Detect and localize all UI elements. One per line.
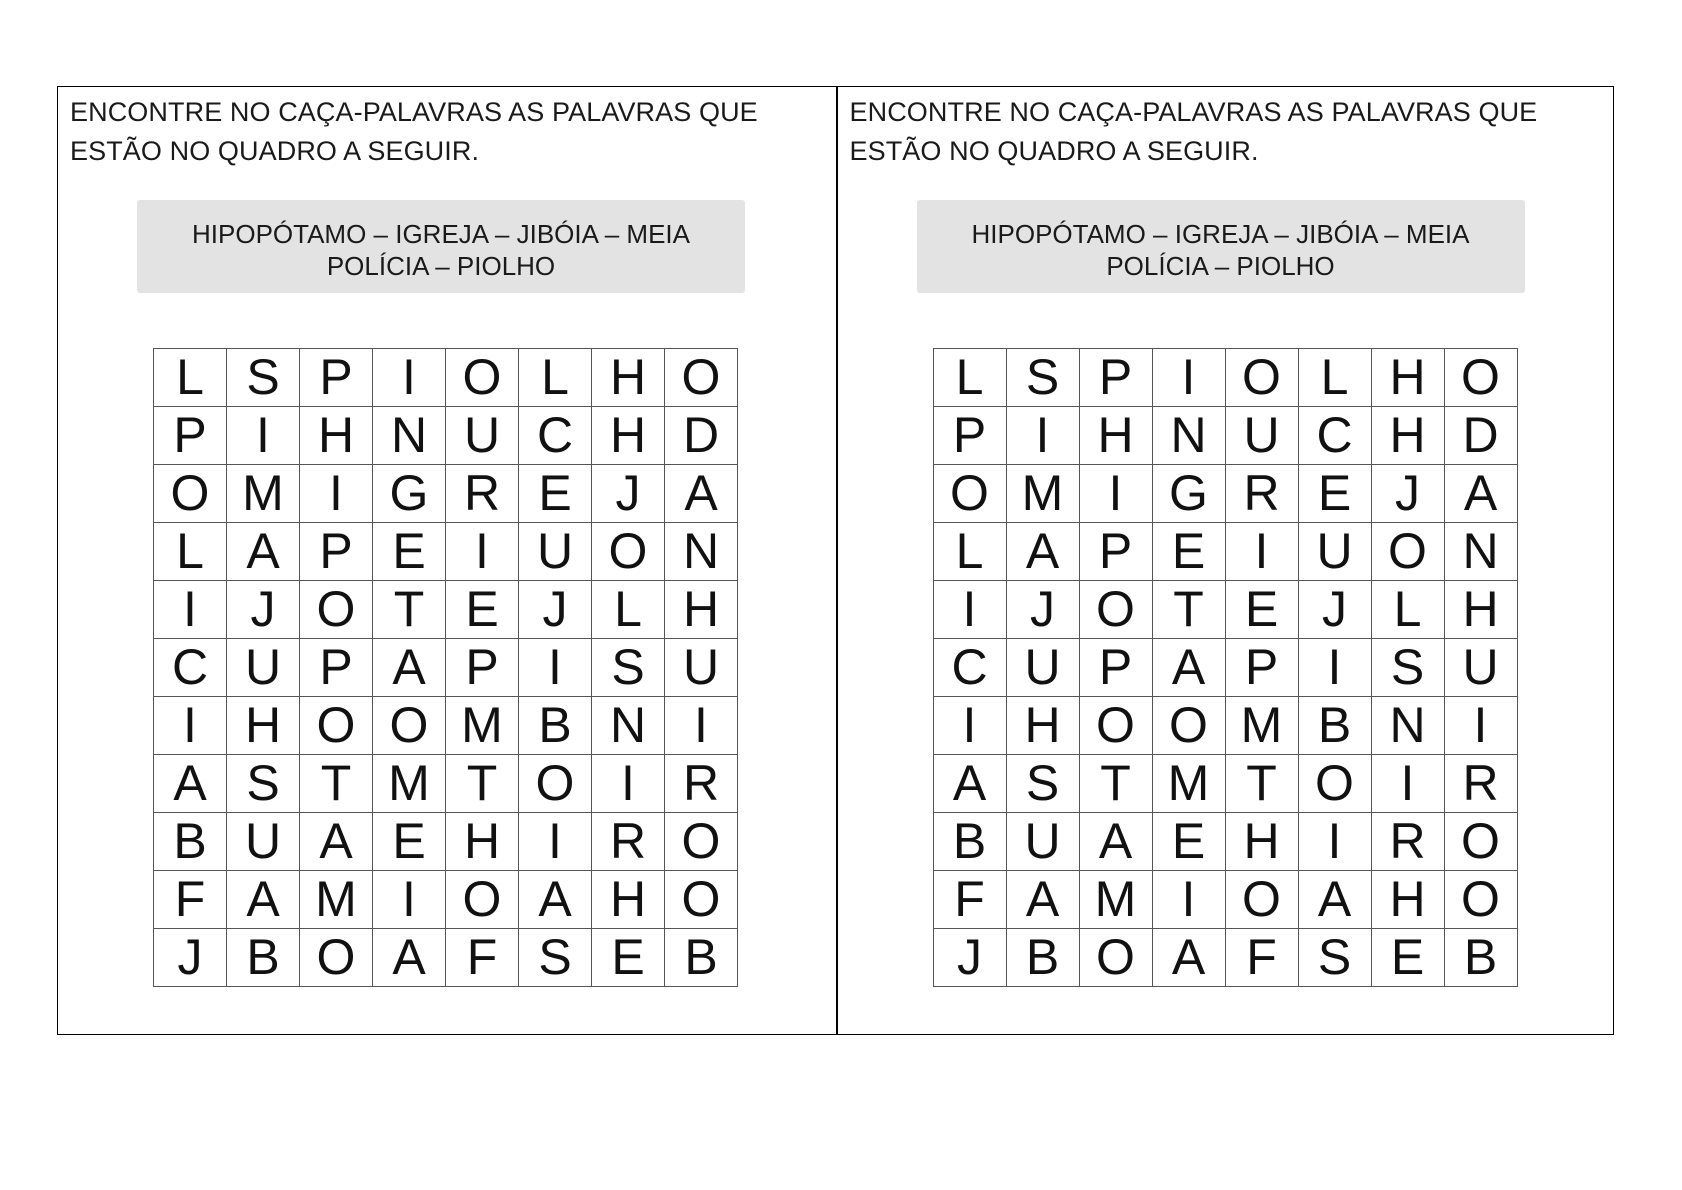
word-search-grid: [933, 348, 1518, 987]
grid-cell: I: [1298, 813, 1371, 871]
grid-cell: H: [592, 407, 665, 465]
grid-cell: U: [227, 639, 300, 697]
grid-cell: I: [1298, 639, 1371, 697]
grid-cell: F: [1225, 929, 1298, 987]
worksheet-panel-left: [58, 87, 836, 1034]
grid-cell: P: [446, 639, 519, 697]
grid-cell: I: [373, 871, 446, 929]
grid-row: [154, 697, 738, 755]
grid-cell: B: [519, 697, 592, 755]
grid-cell: I: [373, 349, 446, 407]
grid-cell: I: [154, 581, 227, 639]
grid-row: [933, 581, 1517, 639]
grid-cell: R: [1444, 755, 1517, 813]
grid-cell: O: [1079, 929, 1152, 987]
grid-cell: N: [1371, 697, 1444, 755]
grid-cell: B: [154, 813, 227, 871]
grid-cell: E: [446, 581, 519, 639]
grid-cell: S: [1006, 755, 1079, 813]
grid-cell: L: [154, 523, 227, 581]
grid-cell: I: [592, 755, 665, 813]
grid-cell: L: [154, 349, 227, 407]
grid-cell: P: [300, 523, 373, 581]
grid-cell: L: [933, 523, 1006, 581]
grid-cell: U: [1006, 813, 1079, 871]
grid-cell: U: [665, 639, 738, 697]
grid-cell: P: [300, 639, 373, 697]
grid-row: [933, 639, 1517, 697]
grid-cell: B: [1006, 929, 1079, 987]
grid-cell: H: [446, 813, 519, 871]
grid-cell: J: [227, 581, 300, 639]
grid-cell: S: [227, 755, 300, 813]
word-list-line-2: POLÍCIA – PIOLHO: [326, 251, 556, 281]
grid-row: [933, 349, 1517, 407]
grid-cell: O: [1225, 871, 1298, 929]
grid-cell: N: [1444, 523, 1517, 581]
grid-cell: M: [300, 871, 373, 929]
grid-cell: I: [933, 581, 1006, 639]
grid-cell: H: [1371, 871, 1444, 929]
grid-cell: O: [1225, 349, 1298, 407]
grid-cell: A: [1006, 523, 1079, 581]
grid-cell: O: [446, 349, 519, 407]
grid-cell: J: [592, 465, 665, 523]
grid-cell: S: [1371, 639, 1444, 697]
grid-cell: I: [933, 697, 1006, 755]
grid-cell: O: [1444, 813, 1517, 871]
grid-cell: U: [1444, 639, 1517, 697]
grid-cell: F: [446, 929, 519, 987]
word-list-line-1: HIPOPÓTAMO – IGREJA – JIBÓIA – MEIA: [971, 219, 1470, 249]
grid-cell: O: [300, 697, 373, 755]
grid-cell: A: [300, 813, 373, 871]
grid-row: [154, 929, 738, 987]
grid-cell: A: [373, 929, 446, 987]
grid-cell: M: [1079, 871, 1152, 929]
grid-cell: E: [592, 929, 665, 987]
grid-cell: O: [1079, 697, 1152, 755]
grid-row: [933, 871, 1517, 929]
grid-cell: I: [1225, 523, 1298, 581]
grid-cell: R: [592, 813, 665, 871]
grid-cell: S: [227, 349, 300, 407]
grid-cell: M: [1152, 755, 1225, 813]
grid-cell: H: [227, 697, 300, 755]
instruction-text: [70, 93, 830, 171]
grid-cell: I: [446, 523, 519, 581]
grid-cell: H: [592, 349, 665, 407]
grid-cell: P: [300, 349, 373, 407]
grid-cell: L: [1298, 349, 1371, 407]
grid-cell: O: [519, 755, 592, 813]
grid-cell: J: [933, 929, 1006, 987]
grid-cell: N: [592, 697, 665, 755]
grid-cell: I: [227, 407, 300, 465]
grid-cell: T: [300, 755, 373, 813]
grid-cell: M: [227, 465, 300, 523]
grid-cell: T: [1225, 755, 1298, 813]
grid-row: [154, 349, 738, 407]
instruction-line-1: ENCONTRE NO CAÇA-PALAVRAS AS PALAVRAS QUE: [849, 97, 1538, 127]
grid-cell: L: [592, 581, 665, 639]
grid-cell: M: [1225, 697, 1298, 755]
grid-cell: O: [300, 581, 373, 639]
grid-cell: S: [1006, 349, 1079, 407]
grid-cell: I: [154, 697, 227, 755]
grid-cell: J: [1371, 465, 1444, 523]
grid-cell: O: [300, 929, 373, 987]
grid-cell: G: [1152, 465, 1225, 523]
grid-cell: A: [373, 639, 446, 697]
grid-cell: S: [592, 639, 665, 697]
grid-cell: I: [1444, 697, 1517, 755]
grid-cell: P: [154, 407, 227, 465]
grid-row: [933, 697, 1517, 755]
grid-cell: B: [665, 929, 738, 987]
grid-cell: I: [1371, 755, 1444, 813]
grid-cell: B: [1298, 697, 1371, 755]
grid-cell: U: [1298, 523, 1371, 581]
grid-cell: H: [1444, 581, 1517, 639]
word-list-box: [917, 200, 1525, 293]
grid-cell: F: [154, 871, 227, 929]
grid-cell: R: [665, 755, 738, 813]
grid-row: [154, 523, 738, 581]
grid-cell: J: [1298, 581, 1371, 639]
grid-cell: E: [1371, 929, 1444, 987]
worksheet-sheet: [57, 86, 1614, 1035]
grid-row: [154, 755, 738, 813]
grid-cell: F: [933, 871, 1006, 929]
grid-cell: E: [1298, 465, 1371, 523]
grid-cell: J: [1006, 581, 1079, 639]
grid-cell: P: [933, 407, 1006, 465]
grid-cell: A: [227, 871, 300, 929]
grid-cell: N: [665, 523, 738, 581]
grid-cell: P: [1079, 523, 1152, 581]
grid-cell: E: [373, 523, 446, 581]
grid-cell: L: [519, 349, 592, 407]
grid-cell: M: [446, 697, 519, 755]
grid-cell: I: [519, 639, 592, 697]
grid-cell: U: [519, 523, 592, 581]
instruction-line-1: ENCONTRE NO CAÇA-PALAVRAS AS PALAVRAS QUE: [70, 97, 758, 127]
grid-cell: A: [933, 755, 1006, 813]
grid-cell: A: [227, 523, 300, 581]
grid-cell: T: [446, 755, 519, 813]
grid-cell: D: [665, 407, 738, 465]
grid-cell: E: [1152, 813, 1225, 871]
grid-cell: H: [1079, 407, 1152, 465]
grid-cell: O: [592, 523, 665, 581]
grid-row: [933, 407, 1517, 465]
grid-cell: J: [519, 581, 592, 639]
grid-cell: O: [373, 697, 446, 755]
grid-cell: I: [300, 465, 373, 523]
grid-cell: R: [1371, 813, 1444, 871]
word-search-grid: [153, 348, 738, 987]
grid-cell: A: [1079, 813, 1152, 871]
grid-cell: A: [1152, 929, 1225, 987]
grid-row: [154, 581, 738, 639]
grid-cell: E: [1225, 581, 1298, 639]
grid-cell: O: [1298, 755, 1371, 813]
grid-cell: P: [1225, 639, 1298, 697]
grid-cell: C: [154, 639, 227, 697]
grid-cell: H: [1371, 407, 1444, 465]
grid-cell: H: [300, 407, 373, 465]
grid-cell: A: [1006, 871, 1079, 929]
grid-cell: E: [519, 465, 592, 523]
grid-cell: N: [1152, 407, 1225, 465]
grid-row: [933, 465, 1517, 523]
grid-cell: O: [1079, 581, 1152, 639]
grid-cell: O: [933, 465, 1006, 523]
word-list-line-2: POLÍCIA – PIOLHO: [1106, 251, 1335, 281]
grid-row: [154, 639, 738, 697]
grid-cell: A: [1444, 465, 1517, 523]
grid-cell: B: [1444, 929, 1517, 987]
grid-cell: T: [373, 581, 446, 639]
grid-row: [933, 755, 1517, 813]
grid-row: [154, 871, 738, 929]
grid-cell: I: [1152, 871, 1225, 929]
grid-cell: B: [227, 929, 300, 987]
grid-cell: R: [1225, 465, 1298, 523]
grid-cell: U: [227, 813, 300, 871]
grid-cell: H: [592, 871, 665, 929]
word-list-line-1: HIPOPÓTAMO – IGREJA – JIBÓIA – MEIA: [192, 219, 690, 249]
grid-cell: H: [1006, 697, 1079, 755]
grid-cell: U: [1225, 407, 1298, 465]
grid-cell: I: [1006, 407, 1079, 465]
grid-row: [154, 407, 738, 465]
grid-cell: U: [1006, 639, 1079, 697]
grid-cell: P: [1079, 349, 1152, 407]
grid-cell: O: [1371, 523, 1444, 581]
instruction-text: [850, 93, 1610, 171]
grid-cell: I: [1079, 465, 1152, 523]
instruction-line-2: ESTÃO NO QUADRO A SEGUIR.: [70, 136, 480, 166]
grid-cell: T: [1152, 581, 1225, 639]
grid-row: [154, 465, 738, 523]
grid-cell: E: [1152, 523, 1225, 581]
grid-cell: H: [1371, 349, 1444, 407]
grid-cell: O: [1444, 871, 1517, 929]
grid-cell: T: [1079, 755, 1152, 813]
grid-cell: S: [519, 929, 592, 987]
grid-cell: B: [933, 813, 1006, 871]
grid-cell: C: [1298, 407, 1371, 465]
grid-cell: O: [665, 813, 738, 871]
word-list-box: [137, 200, 745, 293]
grid-row: [154, 813, 738, 871]
grid-cell: O: [154, 465, 227, 523]
grid-cell: E: [373, 813, 446, 871]
grid-cell: I: [1152, 349, 1225, 407]
worksheet-panel-right: [836, 87, 1614, 1034]
grid-cell: R: [446, 465, 519, 523]
grid-row: [933, 929, 1517, 987]
grid-cell: O: [1152, 697, 1225, 755]
grid-cell: I: [665, 697, 738, 755]
grid-cell: D: [1444, 407, 1517, 465]
grid-cell: A: [1298, 871, 1371, 929]
grid-cell: I: [519, 813, 592, 871]
grid-cell: O: [1444, 349, 1517, 407]
grid-cell: A: [519, 871, 592, 929]
grid-cell: M: [1006, 465, 1079, 523]
grid-cell: U: [446, 407, 519, 465]
grid-cell: N: [373, 407, 446, 465]
grid-cell: O: [446, 871, 519, 929]
grid-cell: A: [154, 755, 227, 813]
grid-cell: A: [665, 465, 738, 523]
grid-cell: L: [933, 349, 1006, 407]
grid-row: [933, 813, 1517, 871]
grid-cell: H: [665, 581, 738, 639]
grid-cell: P: [1079, 639, 1152, 697]
grid-cell: C: [933, 639, 1006, 697]
grid-cell: S: [1298, 929, 1371, 987]
grid-cell: G: [373, 465, 446, 523]
grid-row: [933, 523, 1517, 581]
grid-cell: A: [1152, 639, 1225, 697]
grid-cell: O: [665, 871, 738, 929]
instruction-line-2: ESTÃO NO QUADRO A SEGUIR.: [849, 136, 1259, 166]
grid-cell: O: [665, 349, 738, 407]
grid-cell: J: [154, 929, 227, 987]
grid-cell: H: [1225, 813, 1298, 871]
grid-cell: M: [373, 755, 446, 813]
grid-cell: L: [1371, 581, 1444, 639]
grid-cell: C: [519, 407, 592, 465]
